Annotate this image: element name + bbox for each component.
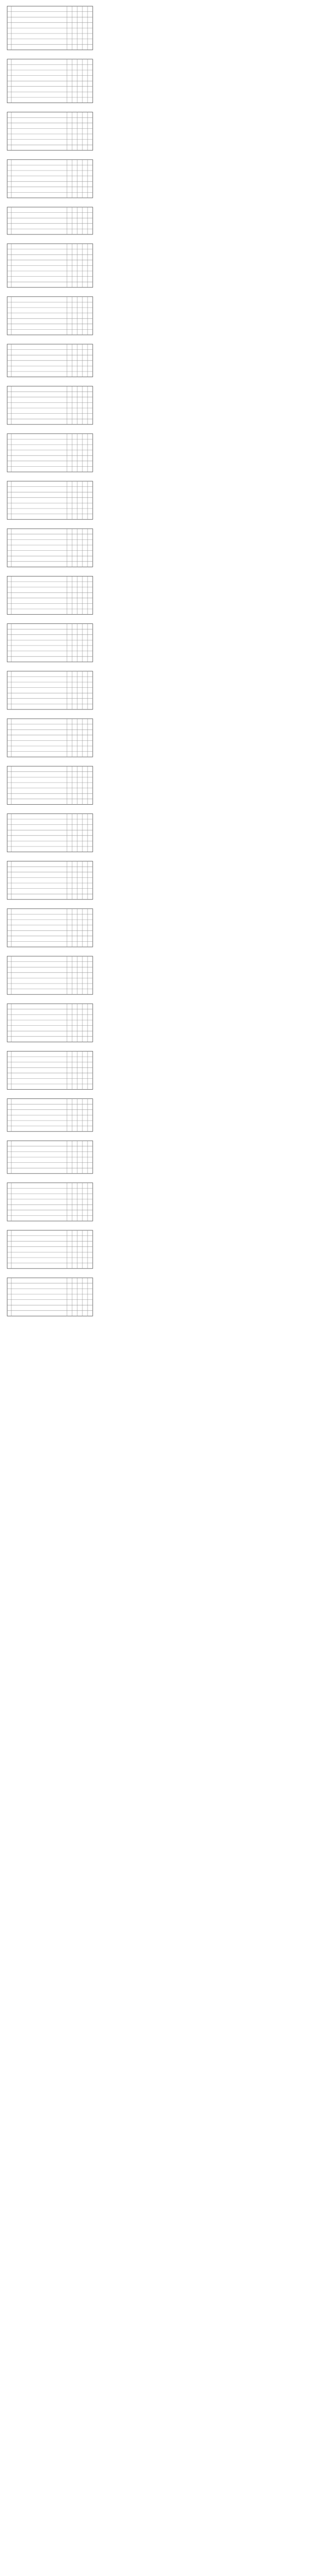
section-border — [7, 1278, 93, 1316]
register-section — [7, 1183, 93, 1221]
section-border — [7, 624, 93, 662]
register-section — [7, 766, 93, 804]
register-section — [7, 6, 93, 50]
register-section — [7, 814, 93, 852]
register-section — [7, 1099, 93, 1132]
register-section — [7, 719, 93, 757]
section-border — [7, 434, 93, 472]
register-section — [7, 207, 93, 234]
register-section — [7, 1230, 93, 1268]
section-border — [7, 1004, 93, 1042]
register-section — [7, 956, 93, 994]
section-border — [7, 909, 93, 947]
section-border — [7, 1230, 93, 1268]
section-border — [7, 1051, 93, 1089]
register-section — [7, 297, 93, 335]
section-border — [7, 529, 93, 567]
section-border — [7, 481, 93, 519]
register-section — [7, 434, 93, 472]
register-section — [7, 1278, 93, 1316]
section-border — [7, 861, 93, 900]
register-section — [7, 671, 93, 709]
register-section — [7, 624, 93, 662]
register-section — [7, 112, 93, 150]
register-section — [7, 1141, 93, 1174]
section-border — [7, 207, 93, 234]
register-section — [7, 244, 93, 287]
section-border — [7, 719, 93, 757]
register-section — [7, 529, 93, 567]
section-border — [7, 1183, 93, 1221]
section-border — [7, 956, 93, 994]
section-border — [7, 814, 93, 852]
section-border — [7, 160, 93, 198]
section-border — [7, 576, 93, 614]
section-border — [7, 386, 93, 425]
register-section — [7, 1004, 93, 1042]
section-border — [7, 297, 93, 335]
section-border — [7, 112, 93, 150]
register-section — [7, 481, 93, 519]
section-border — [7, 671, 93, 709]
register-section — [7, 1051, 93, 1089]
register-section — [7, 386, 93, 425]
register-section — [7, 344, 93, 377]
section-border — [7, 766, 93, 804]
register-section — [7, 861, 93, 900]
register-section — [7, 59, 93, 103]
register-section — [7, 160, 93, 198]
register-section — [7, 909, 93, 947]
register-section — [7, 576, 93, 614]
